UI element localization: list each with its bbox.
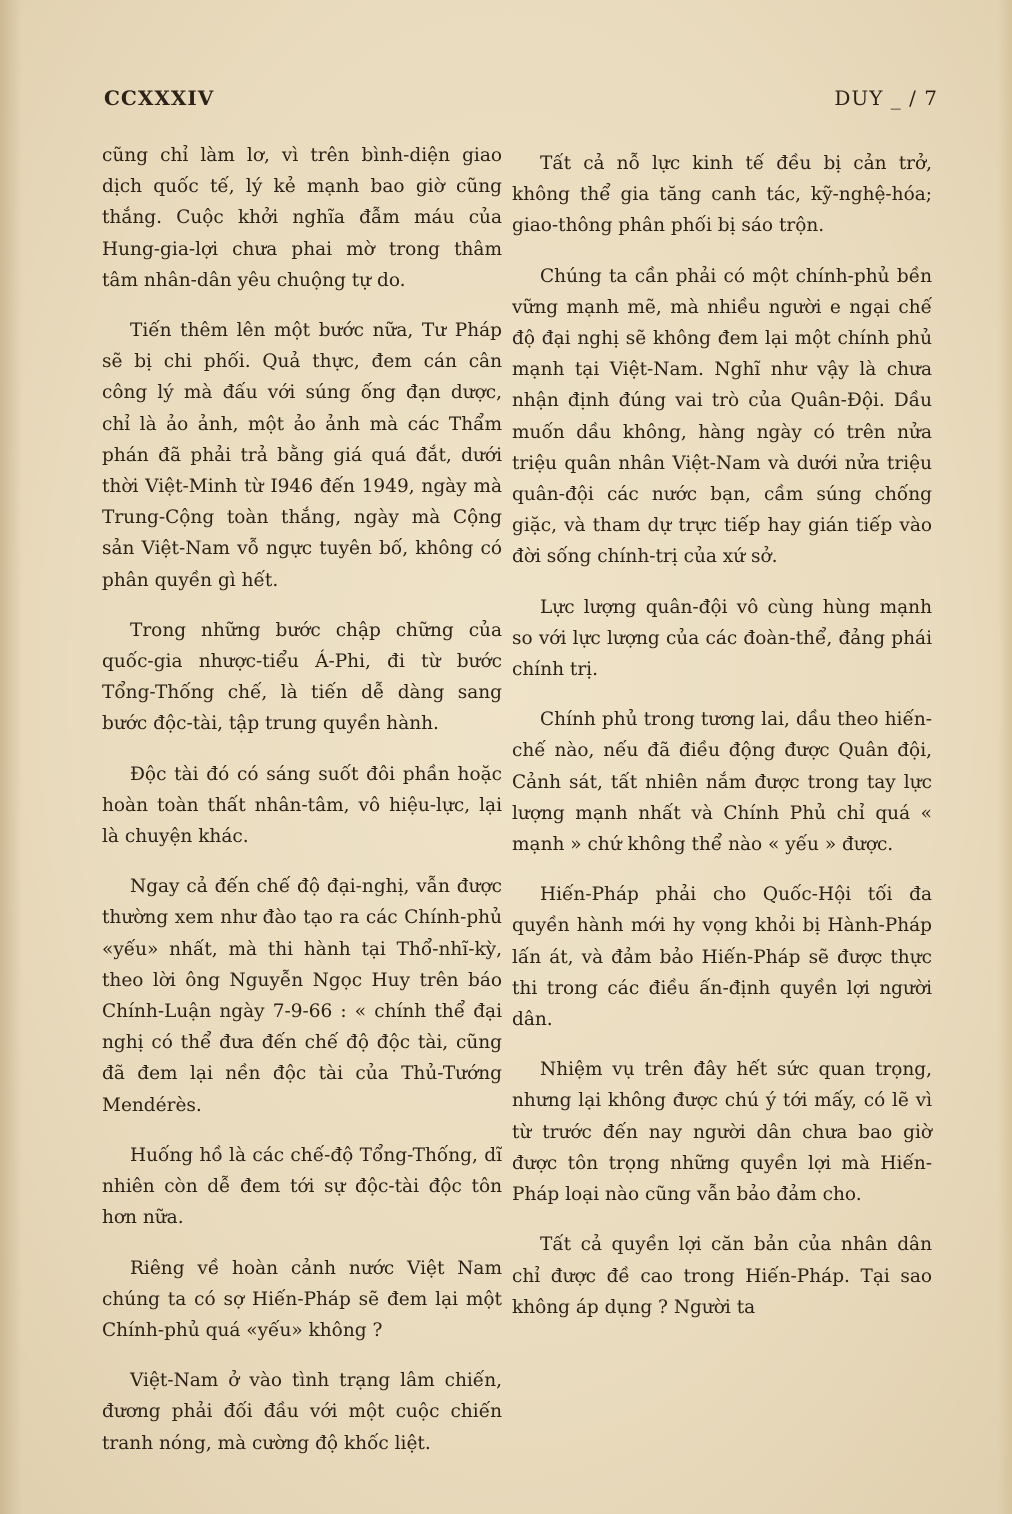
paragraph: Lực lượng quân-đội vô cùng hùng mạnh so với lực lượng của các đoàn-thể, đảng phái chính trị.	[512, 596, 932, 681]
paragraph: Riêng về hoàn cảnh nước Việt Nam chúng ta có sợ Hiến-Pháp sẽ đem lại một Chính-phủ quá «yếu» không ?	[102, 1257, 502, 1341]
paragraph: cũng chỉ làm lơ, vì trên bình-diện giao dịch quốc tế, lý kẻ mạnh bao giờ cũng thắng. Cuộc khởi nghĩa đẫm máu của Hung-gia-lợi chưa phai mờ trong thâm tâm nhân-dân yêu chuộng tự do.	[102, 145, 502, 291]
paragraph: Nhiệm vụ trên đây hết sức quan trọng, nhưng lại không được chú ý tới mấy, có lẽ vì từ trước đến nay người dân chưa bao giờ được tôn trọng những quyền lợi mà Hiến-Pháp loại nào cũng vẫn bảo đảm cho.	[512, 1059, 932, 1206]
paragraph: Chính phủ trong tương lai, dầu theo hiến-chế nào, nếu đã điều động được Quân đội, Cảnh sát, tất nhiên nắm được trong tay lực lượng mạnh nhất và Chính Phủ chỉ quá « mạnh » chứ không thể nào « yếu » được.	[512, 709, 932, 856]
paragraph: Huống hồ là các chế-độ Tổng-Thống, dĩ nhiên còn dễ đem tới sự độc-tài độc tôn hơn nữa.	[102, 1144, 502, 1229]
paragraph: Chúng ta cần phải có một chính-phủ bền vững mạnh mẽ, mà nhiều người e ngại chế độ đại nghị sẽ không đem lại một chính phủ mạnh tại Việt-Nam. Nghĩ như vậy là chưa nhận định đúng vai trò của Quân-Đội. Dầu muốn dầu không, hàng ngày có trên nửa triệu quân nhân Việt-Nam và dưới nửa triệu quân-đội các nước bạn, cầm súng chống giặc, và tham dự trực tiếp hay gián tiếp vào đời sống chính-trị của xứ sở.	[512, 265, 932, 568]
right-column	[512, 148, 932, 1342]
page-edge-left	[0, 0, 22, 1514]
paragraph: Tất cả nỗ lực kinh tế đều bị cản trở, không thể gia tăng canh tác, kỹ-nghệ-hóa; giao-thông phân phối bị sáo trộn.	[512, 153, 932, 237]
paragraph: Tiến thêm lên một bước nữa, Tư Pháp sẽ bị chi phối. Quả thực, đem cán cân công lý mà đấu với súng ống đạn dược, chỉ là ảo ảnh, một ảo ảnh mà các Thẩm phán đã phải trả bằng giá quá đắt, dưới thời Việt-Minh từ I946 đến 1949, ngày mà Trung-Cộng toàn thắng, ngày mà Cộng sản Việt-Nam vỗ ngực tuyên bố, không có phân quyền gì hết.	[102, 320, 502, 591]
paragraph: Trong những bước chập chững của quốc-gia nhược-tiểu Á-Phi, đi từ bước Tổng-Thống chế, là tiến dễ dàng sang bước độc-tài, tập trung quyền hành.	[102, 619, 502, 735]
page-edge-right	[998, 0, 1012, 1514]
paragraph: Ngay cả đến chế độ đại-nghị, vẫn được thường xem như đào tạo ra các Chính-phủ «yếu» nhất, mà thi hành tại Thổ-nhĩ-kỳ, theo lời ông Nguyễn Ngọc Huy trên báo Chính-Luận ngày 7-9-66 : « chính thể đại nghị có thể đưa đến chế độ độc tài, cũng đã đem lại nền độc tài của Thủ-Tướng Mendérès.	[102, 876, 502, 1116]
left-column	[102, 140, 502, 1478]
paragraph: Việt-Nam ở vào tình trạng lâm chiến, đương phải đối đầu với một cuộc chiến tranh nóng, mà cường độ khốc liệt.	[102, 1370, 502, 1454]
paragraph: Tất cả quyền lợi căn bản của nhân dân chỉ được đề cao trong Hiến-Pháp. Tại sao không áp dụng ? Người ta	[512, 1234, 932, 1318]
paragraph: Hiến-Pháp phải cho Quốc-Hội tối đa quyền hành mới hy vọng khỏi bị Hành-Pháp lấn át, và đảm bảo Hiến-Pháp sẽ được thực thi trong các điều ấn-định quyền lợi người dân.	[512, 884, 932, 1031]
paragraph: Độc tài đó có sáng suốt đôi phần hoặc hoàn toàn thất nhân-tâm, vô hiệu-lực, lại là chuyện khác.	[102, 763, 502, 848]
page-number-roman: CCXXXIV	[104, 86, 215, 110]
running-header: DUY _ / 7	[834, 86, 938, 110]
